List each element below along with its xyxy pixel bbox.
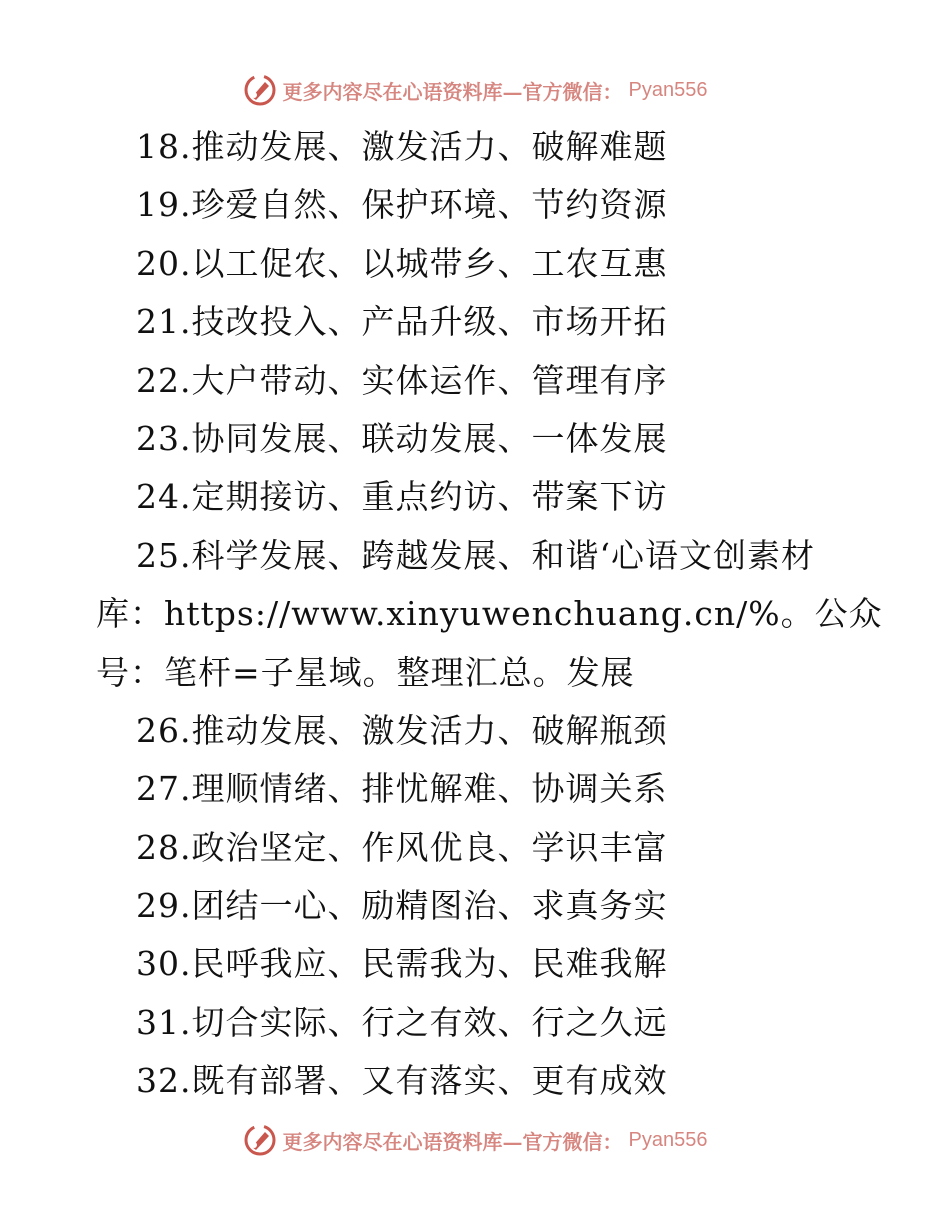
list-item: 31.切合实际、行之有效、行之久远 [136, 1002, 668, 1042]
list-item: 28.政治坚定、作风优良、学识丰富 [136, 827, 668, 867]
list-item: 19.珍爱自然、保护环境、节约资源 [136, 185, 668, 225]
pen-logo-icon [243, 1123, 277, 1157]
list-item: 21.技改投入、产品升级、市场开拓 [136, 302, 668, 342]
footer-watermark [0, 1120, 950, 1160]
list-item: 29.团结一心、励精图治、求真务实 [136, 886, 668, 926]
pen-logo-icon [243, 73, 277, 107]
list-item: 24.定期接访、重点约访、带案下访 [136, 477, 668, 517]
watermark-text: 更多内容尽在心语资料库—官方微信： [282, 1129, 623, 1154]
watermark-id: Pyan556 [628, 1128, 708, 1151]
list-item: 18.推动发展、激发活力、破解难题 [136, 127, 668, 166]
document-body [96, 118, 883, 1111]
list-item: 27.理顺情绪、排忧解难、协调关系 [136, 769, 668, 809]
list-item-continuation: 库：https://www.xinyuwenchuang.cn/%。公众 [96, 594, 883, 634]
list-item-continuation: 号：笔杆=子星域。整理汇总。发展 [96, 652, 635, 692]
list-item: 22.大户带动、实体运作、管理有序 [136, 360, 668, 400]
watermark-text: 更多内容尽在心语资料库—官方微信： [282, 79, 623, 104]
list-item: 32.既有部署、又有落实、更有成效 [136, 1061, 668, 1101]
list-item: 20.以工促农、以城带乡、工农互惠 [136, 243, 668, 283]
list-item: 25.科学发展、跨越发展、和谐‘心语文创素材 [136, 535, 815, 575]
watermark-id: Pyan556 [628, 78, 708, 101]
list-item: 23.协同发展、联动发展、一体发展 [136, 418, 668, 458]
list-item: 30.民呼我应、民需我为、民难我解 [136, 944, 668, 984]
header-watermark [0, 70, 950, 110]
list-item: 26.推动发展、激发活力、破解瓶颈 [136, 710, 668, 750]
